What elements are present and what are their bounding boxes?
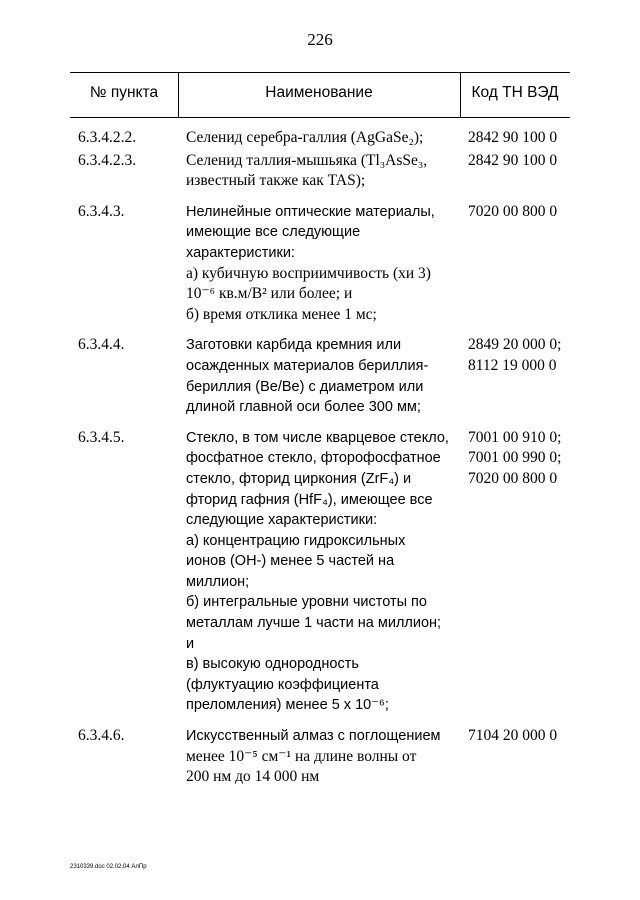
table-header-bottom-rule [70, 117, 570, 118]
item-name: Селенид таллия-мышьяка (Tl₃AsSe₃, известный также как TAS); [186, 151, 428, 190]
item-code: 7020 00 800 0 [468, 202, 558, 220]
table-body [78, 128, 578, 788]
item-name: Искусственный алмаз с поглощением менее 10⁻⁵ см⁻¹ на длине волны от 200 нм до 14 000 нм [186, 728, 441, 786]
page-number: 226 [307, 30, 333, 49]
table-row [78, 151, 578, 192]
item-number: 6.3.4.5. [78, 428, 125, 446]
item-number: 6.3.4.2.2. [78, 129, 137, 146]
column-header-name: Наименование [265, 84, 373, 101]
table-row [78, 202, 578, 326]
item-name: Заготовки карбида кремния или осажденных материалов бериллия- бериллия (Be/Be) с диаметром или длиной главной оси более 300 мм; [186, 337, 429, 416]
item-number: 6.3.4.6. [78, 727, 125, 745]
item-code: 2842 90 100 0 [468, 151, 558, 169]
item-code: 2842 90 100 0 [468, 129, 558, 146]
item-name: Нелинейные оптические материалы, имеющие все следующие характеристики: а) кубичную восприимчивость (хи 3) 10⁻⁶ кв.м/В² или более; и б) время отклика менее 1 мс; [186, 203, 435, 323]
item-code: 7104 20 000 0 [468, 727, 558, 745]
table-row [78, 128, 578, 149]
footer-filename: 2310339.doc 02.02.04 АлПр [70, 864, 147, 870]
column-header-code: Код ТН ВЭД [471, 84, 559, 101]
item-number: 6.3.4.4. [78, 336, 125, 354]
table-row [78, 335, 578, 417]
item-code: 7001 00 910 0; 7001 00 990 0; 7020 00 800 0 [468, 428, 562, 487]
item-code: 2849 20 000 0; 8112 19 000 0 [468, 336, 562, 374]
table-row [78, 428, 578, 716]
item-number: 6.3.4.3. [78, 202, 125, 220]
column-header-number: № пункта [89, 84, 159, 101]
table-header-top-rule [70, 72, 570, 73]
item-number: 6.3.4.2.3. [78, 151, 137, 169]
table-row [78, 726, 578, 788]
item-name: Стекло, в том числе кварцевое стекло, фосфатное стекло, фторофосфатное стекло, фторид циркония (ZrF₄) и фторид гафния (HfF₄), имеющее все следующие характеристики: а) концентрацию гидроксильных ионов (OH-) менее 5 частей на миллион; б) интегральные уровни чистоты по металлам лучше 1 части на миллион; и в) высокую однородность (флуктуацию коэффициента преломления) менее 5 х 10⁻⁶; [186, 429, 449, 714]
item-name: Селенид серебра-галлия (AgGaSe₂); [186, 129, 424, 146]
